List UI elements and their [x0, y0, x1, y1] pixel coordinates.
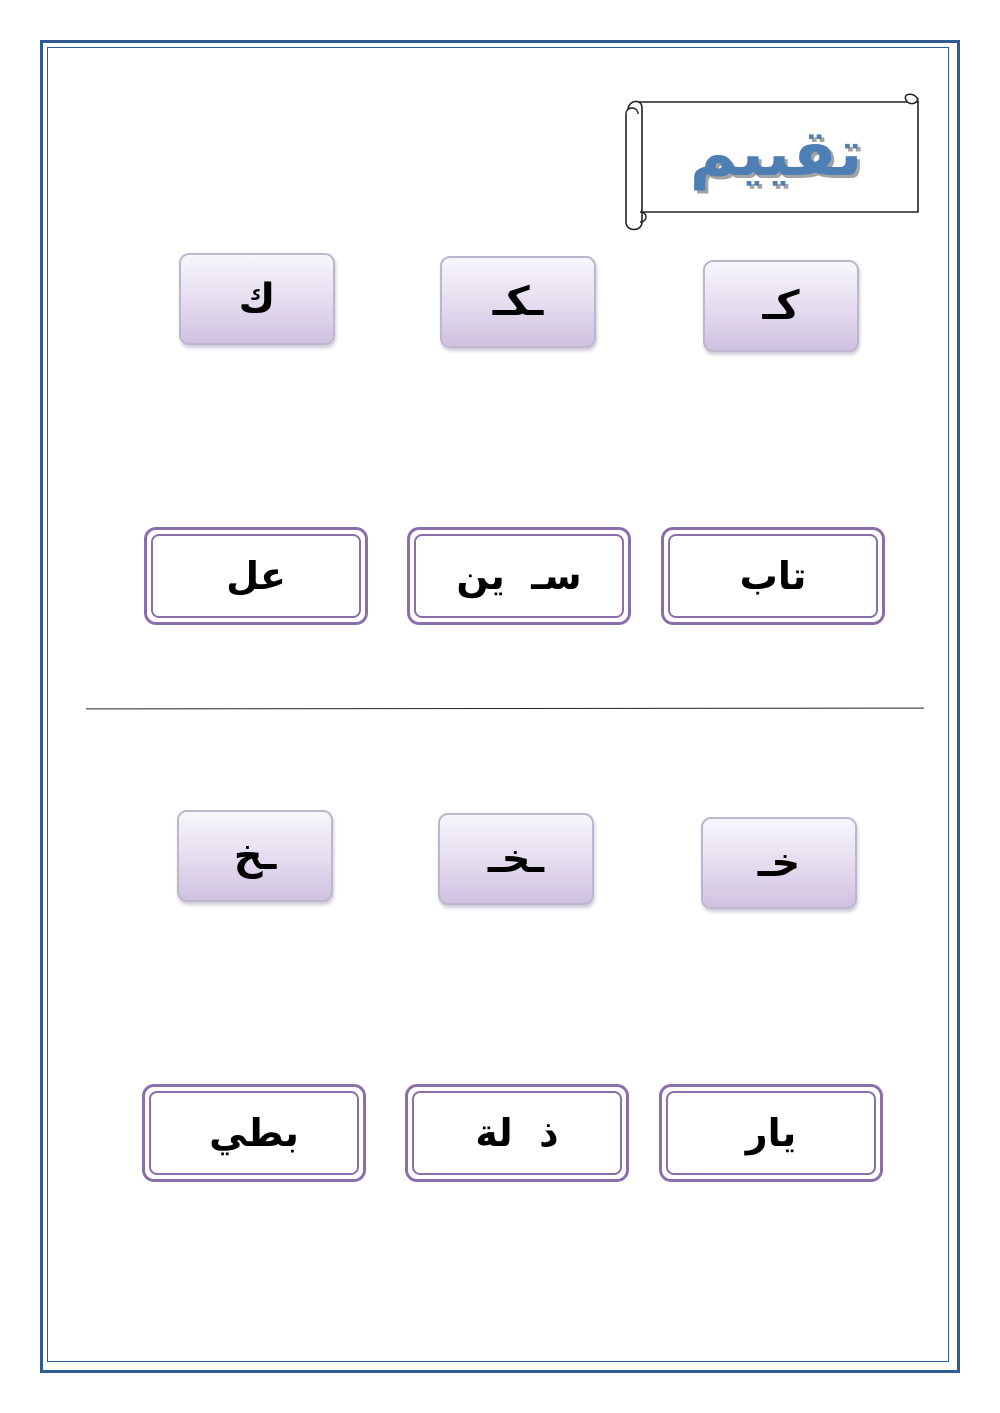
word-box[interactable] [405, 1084, 629, 1182]
word-text: ذ لة [412, 1091, 622, 1175]
word-box[interactable] [661, 527, 885, 625]
word-box[interactable] [407, 527, 631, 625]
word-box[interactable] [144, 527, 368, 625]
word-text: تاب [668, 534, 878, 618]
word-box[interactable] [659, 1084, 883, 1182]
letter-tile[interactable]: ـخـ [438, 813, 594, 905]
letter-tile[interactable]: ك [179, 253, 335, 345]
word-text: سـ ين [414, 534, 624, 618]
letter-tile[interactable]: كـ [703, 260, 859, 352]
letter-tile[interactable]: ـكـ [440, 256, 596, 348]
letter-tile[interactable]: ـخ [177, 810, 333, 902]
letter-tile[interactable]: خـ [701, 817, 857, 909]
word-text: عل [151, 534, 361, 618]
word-text: بطي [149, 1091, 359, 1175]
word-text: يار [666, 1091, 876, 1175]
page-title: تقييم [689, 117, 863, 191]
word-box[interactable] [142, 1084, 366, 1182]
